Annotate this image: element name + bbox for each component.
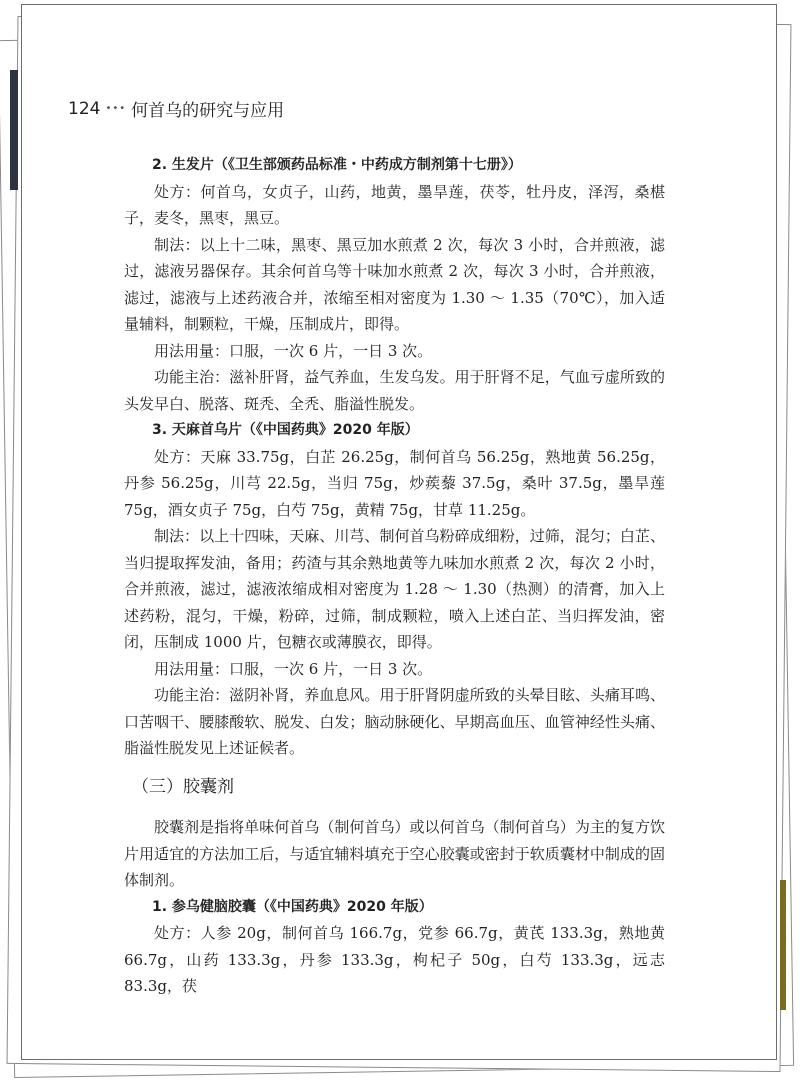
book-cover-edge bbox=[10, 70, 18, 190]
recipe-function: 功能主治：滋阴补肾，养血息风。用于肝肾阴虚所致的头晕目眩、头痛耳鸣、口苦咽干、腰膝酸软、脱发、白发；脑动脉硬化、早期高血压、血管神经性头痛、脂溢性脱发见上述证候者。 bbox=[124, 686, 665, 757]
recipe-heading: 1. 参乌健脑胶囊（《中国药典》2020 年版） bbox=[152, 898, 433, 915]
recipe-function: 功能主治：滋补肝肾，益气养血，生发乌发。用于肝肾不足，气血亏虚所致的头发早白、脱落、斑秃、全秃、脂溢性脱发。 bbox=[124, 368, 665, 413]
page-header bbox=[68, 96, 284, 121]
recipe-usage: 用法用量：口服，一次 6 片，一日 3 次。 bbox=[154, 341, 433, 360]
section-title: （三）胶囊剂 bbox=[132, 776, 234, 797]
recipe-formula: 处方：天麻 33.75g，白芷 26.25g，制何首乌 56.25g，熟地黄 56.25g，丹参 56.25g，川芎 22.5g，当归 75g，炒蒺藜 37.5g，桑叶 37.5g，墨旱莲 75g，酒女贞子 75g，白芍 75g，黄精 75g，甘草 11.25g。 bbox=[124, 447, 665, 519]
header-dots: ••• bbox=[105, 103, 127, 114]
book-cover-edge bbox=[780, 880, 786, 1010]
page-body bbox=[124, 152, 665, 1000]
recipe-method: 制法：以上十二味，黑枣、黑豆加水煎煮 2 次，每次 3 小时，合并煎液，滤过，滤液另器保存。其余何首乌等十味加水煎煮 2 次，每次 3 小时，合并煎液，滤过，滤液与上述药液合并，浓缩至相对密度为 1.30 ～ 1.35（70℃），加入适量辅料，制颗粒，干燥，压制成片，即得。 bbox=[124, 235, 665, 333]
recipe-method: 制法：以上十四味，天麻、川芎、制何首乌粉碎成细粉，过筛，混匀；白芷、当归提取挥发油，备用；药渣与其余熟地黄等九味加水煎煮 2 次，每次 2 小时，合并煎液，滤过，滤液浓缩成相对密度为 1.28 ～ 1.30（热测）的清膏，加入上述药粉，混匀，干燥，粉碎，过筛，制成颗粒，喷入上述白芷、当归挥发油，密闭，压制成 1000 片，包糖衣或薄膜衣，即得。 bbox=[124, 527, 665, 651]
recipe-usage: 用法用量：口服，一次 6 片，一日 3 次。 bbox=[154, 659, 433, 678]
section-intro: 胶囊剂是指将单味何首乌（制何首乌）或以何首乌（制何首乌）为主的复方饮片用适宜的方法加工后，与适宜辅料填充于空心胶囊或密封于软质囊材中制成的固体制剂。 bbox=[124, 818, 665, 889]
recipe-formula: 处方：人参 20g，制何首乌 166.7g，党参 66.7g，黄芪 133.3g，熟地黄 66.7g，山药 133.3g，丹参 133.3g，枸杞子 50g，白芍 133.3g，远志 83.3g，茯 bbox=[124, 924, 665, 995]
book-title: 何首乌的研究与应用 bbox=[131, 101, 285, 121]
recipe-heading: 3. 天麻首乌片（《中国药典》2020 年版） bbox=[152, 422, 419, 438]
recipe-formula: 处方：何首乌，女贞子，山药，地黄，墨旱莲，茯苓，牡丹皮，泽泻，桑椹子，麦冬，黑枣，黑豆。 bbox=[124, 182, 665, 227]
page-number: 124 bbox=[68, 98, 101, 119]
recipe-heading: 2. 生发片（《卫生部颁药品标准・中药成方制剂第十七册》） bbox=[152, 157, 522, 173]
